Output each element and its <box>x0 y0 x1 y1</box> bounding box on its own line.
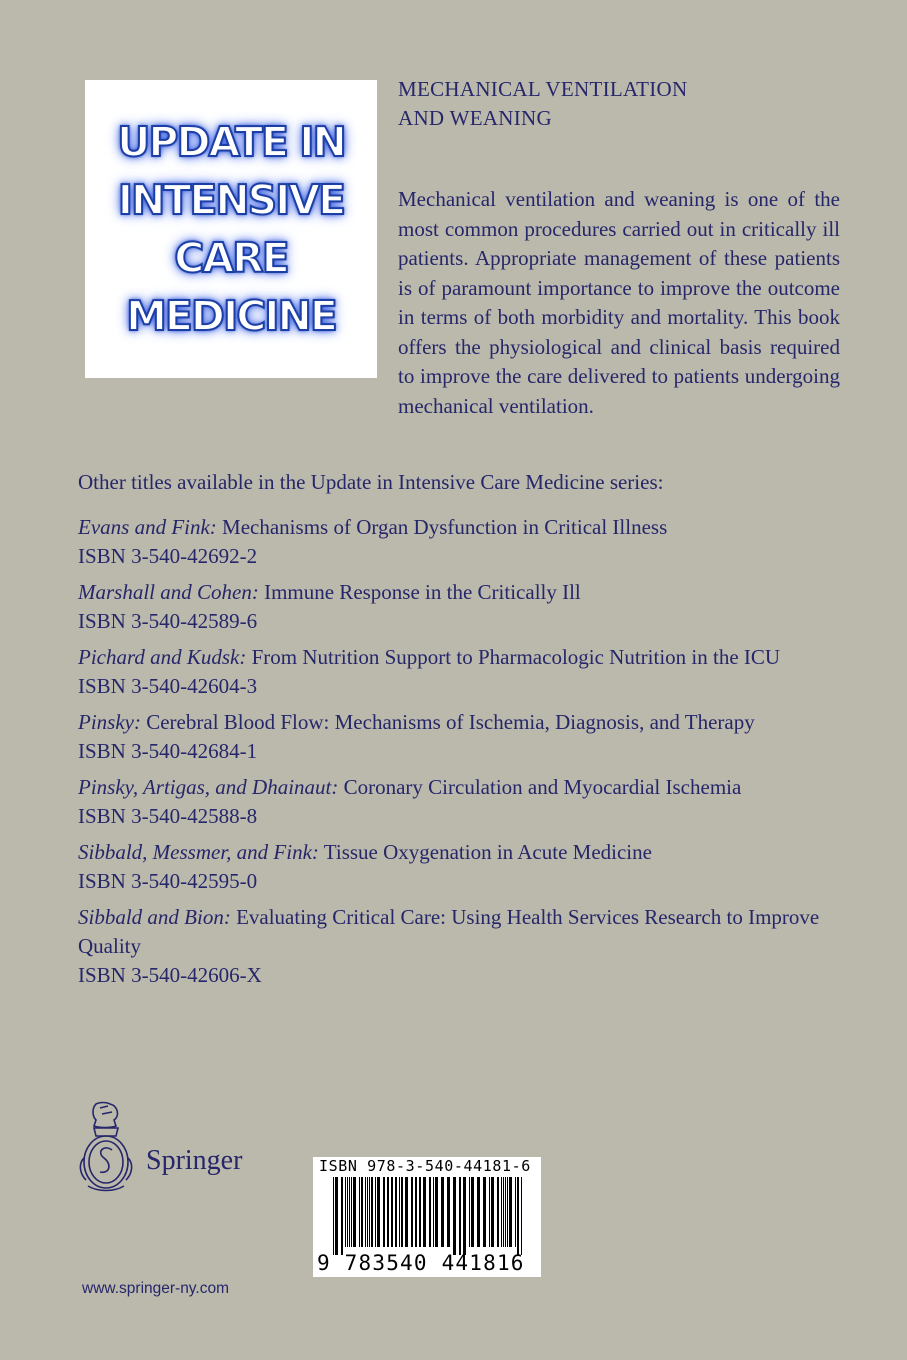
barcode-isbn-label: ISBN 978-3-540-44181-6 <box>319 1157 531 1175</box>
barcode-bar <box>463 1177 466 1255</box>
barcode-bar <box>399 1177 400 1247</box>
title-isbn: ISBN 3-540-42604-3 <box>78 674 258 698</box>
barcode-bar <box>505 1177 506 1247</box>
barcode-bar <box>497 1177 499 1247</box>
barcode-bar <box>521 1177 522 1255</box>
barcode-bar <box>341 1177 343 1255</box>
title-entry <box>78 903 878 990</box>
barcode-bar <box>391 1177 393 1247</box>
barcode-bar <box>429 1177 431 1247</box>
title-name: Immune Response in the Critically Ill <box>264 580 581 604</box>
title-name: Tissue Oxygenation in Acute Medicine <box>323 840 652 864</box>
title-entry <box>78 773 878 831</box>
description-spacer <box>78 185 398 397</box>
barcode-bar <box>517 1177 519 1255</box>
barcode-bar <box>371 1177 373 1247</box>
other-titles-intro: Other titles available in the Update in Intensive Care Medicine series: <box>78 470 664 494</box>
barcode-bar <box>477 1177 480 1247</box>
title-authors: Marshall and Cohen: <box>78 580 259 604</box>
barcode-bar <box>361 1177 363 1247</box>
barcode-bar <box>345 1177 346 1247</box>
barcode-bar <box>483 1177 486 1247</box>
title-entry <box>78 513 878 571</box>
book-title <box>398 75 818 133</box>
title-name: Cerebral Blood Flow: Mechanisms of Ischemia, Diagnosis, and Therapy <box>146 710 755 734</box>
publisher-name: Springer <box>146 1145 243 1176</box>
barcode-bar <box>411 1177 413 1247</box>
title-name: Coronary Circulation and Myocardial Ischemia <box>343 775 742 799</box>
barcode-bar <box>401 1177 403 1247</box>
barcode-bar <box>507 1177 508 1247</box>
barcode <box>313 1157 541 1277</box>
title-isbn: ISBN 3-540-42589-6 <box>78 609 258 633</box>
title-authors: Pinsky, Artigas, and Dhainaut: <box>78 775 339 799</box>
barcode-bar <box>415 1177 417 1247</box>
title-entry <box>78 578 878 636</box>
barcode-bar <box>395 1177 397 1247</box>
barcode-bar <box>377 1177 380 1247</box>
barcode-bar <box>419 1177 421 1247</box>
barcode-bar <box>491 1177 494 1247</box>
title-isbn: ISBN 3-540-42595-0 <box>78 869 258 893</box>
barcode-bar <box>333 1177 334 1255</box>
barcode-bar <box>351 1177 352 1247</box>
barcode-bar <box>447 1177 450 1247</box>
barcode-bar <box>469 1177 470 1247</box>
barcode-bar <box>365 1177 366 1247</box>
barcode-bar <box>383 1177 385 1247</box>
barcode-bar <box>435 1177 438 1247</box>
barcode-bar <box>501 1177 502 1247</box>
barcode-bar <box>509 1177 512 1247</box>
barcode-bar <box>489 1177 490 1247</box>
barcode-bar <box>423 1177 426 1247</box>
barcode-bar <box>353 1177 356 1247</box>
title-entry <box>78 838 878 896</box>
title-isbn: ISBN 3-540-42692-2 <box>78 544 258 568</box>
title-isbn: ISBN 3-540-42684-1 <box>78 739 258 763</box>
barcode-bar <box>459 1177 461 1255</box>
springer-knight-icon <box>74 1100 138 1196</box>
title-authors: Sibbald and Bion: <box>78 905 231 929</box>
title-authors: Evans and Fink: <box>78 515 217 539</box>
series-logo-line-1: UPDATE IN <box>117 118 345 166</box>
barcode-bar <box>453 1177 456 1255</box>
barcode-bar <box>433 1177 434 1247</box>
barcode-bar <box>347 1177 348 1247</box>
title-entry <box>78 708 878 766</box>
other-titles-list <box>78 513 878 997</box>
series-logo-line-3: CARE <box>174 234 288 282</box>
barcode-bar <box>471 1177 474 1247</box>
series-logo-line-2: INTENSIVE <box>117 176 345 224</box>
title-name: Mechanisms of Organ Dysfunction in Critical Illness <box>222 515 668 539</box>
book-title-line-1: MECHANICAL VENTILATION <box>398 77 688 101</box>
series-logo-line-4: MEDICINE <box>126 292 336 340</box>
book-title-line-2: AND WEANING <box>398 106 552 130</box>
barcode-digits: 9 783540 441816 <box>317 1251 525 1275</box>
title-authors: Pinsky: <box>78 710 141 734</box>
barcode-bar <box>335 1177 338 1255</box>
book-description <box>78 185 840 421</box>
barcode-bar <box>441 1177 444 1247</box>
title-authors: Pichard and Kudsk: <box>78 645 247 669</box>
title-isbn: ISBN 3-540-42606-X <box>78 963 262 987</box>
barcode-bar <box>503 1177 504 1247</box>
title-isbn: ISBN 3-540-42588-8 <box>78 804 258 828</box>
description-text: Mechanical ventilation and weaning is one of the most common procedures carried out in critically ill patients. Appropriate management of these patients is of paramount importance to improve the outcome in terms of both morbidity and mortality. This book offers the physiological and clinical basis required to improve the care delivered to patients undergoing mechanical ventilation. <box>398 187 840 418</box>
title-name: From Nutrition Support to Pharmacologic Nutrition in the ICU <box>251 645 781 669</box>
barcode-bar <box>387 1177 389 1247</box>
barcode-bar <box>369 1177 370 1247</box>
barcode-bar <box>359 1177 360 1247</box>
barcode-bar <box>405 1177 408 1247</box>
title-entry <box>78 643 878 701</box>
barcode-bars <box>333 1177 523 1255</box>
title-authors: Sibbald, Messmer, and Fink: <box>78 840 319 864</box>
barcode-bar <box>367 1177 368 1247</box>
barcode-bar <box>375 1177 376 1247</box>
barcode-bar <box>349 1177 350 1247</box>
title-name: Evaluating Critical Care: Using Health Services Research to Improve Quality <box>78 905 820 958</box>
publisher-website: www.springer-ny.com <box>82 1280 230 1297</box>
barcode-bar <box>515 1177 516 1247</box>
